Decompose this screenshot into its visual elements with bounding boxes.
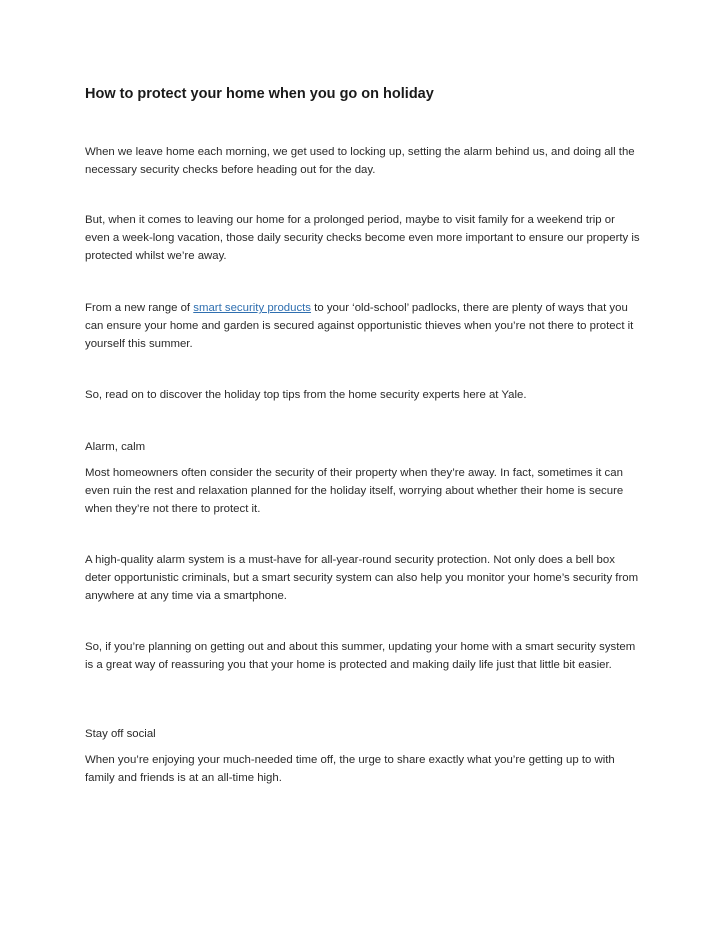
alarm-paragraph-1: Most homeowners often consider the security of their property when they’re away. In fact, sometimes it can even ruin the rest and relaxation planned for the holiday itself, worrying about whether their home is secure when they’re not there to protect it. <box>85 467 624 515</box>
social-paragraph-1: When you’re enjoying your much-needed time off, the urge to share exactly what you’re getting up to with family and friends is at an all-time high. <box>85 754 615 784</box>
intro-paragraph-2: But, when it comes to leaving our home for a prolonged period, maybe to visit family for a weekend trip or even a week-long vacation, those daily security checks become even more important to ensure our property is protected whilst we’re away. <box>85 214 640 262</box>
alarm-paragraph-2: A high-quality alarm system is a must-have for all-year-round security protection. Not only does a bell box deter opportunistic criminals, but a smart security system can also help you monitor your home’s security from anywhere at any time via a smartphone. <box>85 554 639 602</box>
document-page <box>85 0 640 931</box>
alarm-paragraph-3: So, if you’re planning on getting out and about this summer, updating your home with a smart security system is a great way of reassuring you that your home is protected and making daily life just that little bit easier. <box>85 641 636 671</box>
intro-paragraph-3 <box>85 299 640 353</box>
intro-paragraph-1: When we leave home each morning, we get used to locking up, setting the alarm behind us, and doing all the necessary security checks before heading out for the day. <box>85 146 635 176</box>
intro-paragraph-3-before: From a new range of <box>85 302 194 314</box>
intro-paragraph-3-after: to your ‘old-school’ padlocks, there are plenty of ways that you can ensure your home and garden is secured against opportunistic thieves when you’re not there to protect it yourself this summer. <box>85 302 634 350</box>
smart-security-products-link[interactable]: smart security products <box>193 302 312 314</box>
page-title: How to protect your home when you go on holiday <box>85 86 434 102</box>
intro-paragraph-4: So, read on to discover the holiday top tips from the home security experts here at Yale. <box>85 389 527 401</box>
section-heading-alarm: Alarm, calm <box>85 441 146 453</box>
section-heading-social: Stay off social <box>85 728 156 740</box>
